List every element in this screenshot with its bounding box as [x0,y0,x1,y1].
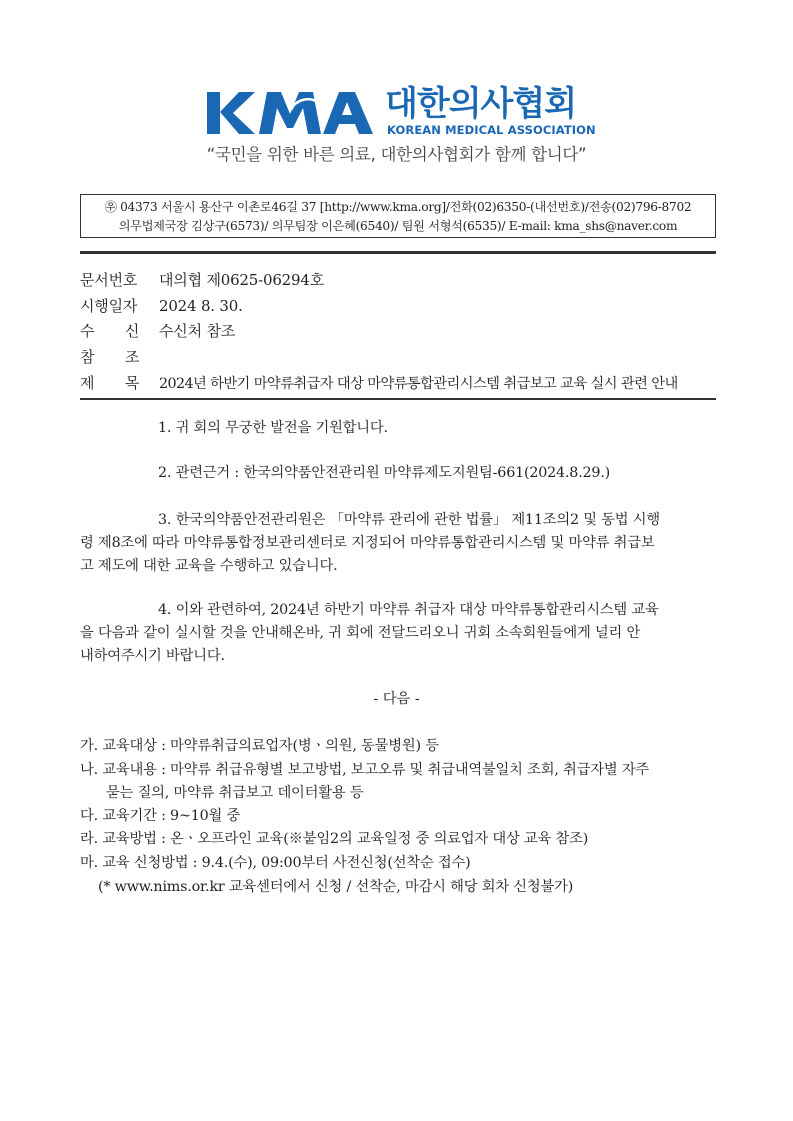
contact-line-2: 의무법제국장 김상구(6573)/ 의무팀장 이은혜(6540)/ 팀원 서형석(6535)/ E-mail: kma_shs@naver.com [118,219,678,233]
paragraph-3-line-2: 령 제8조에 따라 마약류통합정보관리센터로 지정되어 마약류통합관리시스템 및 마약류 취급보 [80,535,655,551]
item-e-note: (* www.nims.or.kr 교육센터에서 신청 / 선착순, 마감시 해당 회차 신청불가) [98,879,574,895]
subject-row [80,372,678,393]
paragraph-2: 2. 관련근거 : 한국의약품안전관리원 마약류제도지원팀-661(2024.8.29.) [158,465,611,481]
paragraph-3-line-3: 고 제도에 대한 교육을 수행하고 있습니다. [80,558,338,574]
paragraph-4-line-3: 내하여주시기 바랍니다. [80,648,225,664]
date-label: 시행일자 [80,297,138,315]
contact-line-1: ㉾ 04373 서울시 용산구 이촌로46길 37 [http://www.kma.org]/전화(02)6350-(내선번호)/전송(02)796-8702 [104,200,692,214]
kma-logo-mark [205,90,377,136]
doc-number-row [80,269,324,290]
date-row [80,295,243,316]
paragraph-4-line-1: 4. 이와 관련하여, 2024년 하반기 마약류 취급자 대상 마약류통합관리시스템 교육 [158,602,659,618]
item-a: 가. 교육대상 : 마약류취급의료업자(병ㆍ의원, 동물병원) 등 [80,738,439,754]
item-c: 다. 교육기간 : 9~10월 중 [80,808,241,824]
org-name-en: KOREAN MEDICAL ASSOCIATION [387,123,596,137]
paragraph-1: 1. 귀 회의 무궁한 발전을 기원합니다. [158,420,388,436]
paragraph-3-line-1: 3. 한국의약품안전관리원은 「마약류 관리에 관한 법률」 제11조의2 및 동법 시행 [158,512,660,528]
next-heading: - 다음 - [373,691,420,707]
doc-number-value: 대의협 제0625-06294호 [159,271,324,289]
kma-logo [205,84,595,142]
item-b-line-1: 나. 교육내용 : 마약류 취급유형별 보고방법, 보고오류 및 취급내역불일치 조회, 취급자별 자주 [80,762,650,778]
slogan: “국민을 위한 바른 의료, 대한의사협회가 함께 합니다” [206,145,587,164]
header-divider [80,251,716,254]
recipient-label: 수 신 [80,322,140,340]
reference-label: 참 조 [80,348,140,366]
subject-label: 제 목 [80,374,140,392]
subject-divider [80,398,716,400]
item-b-line-2: 묻는 질의, 마약류 취급보고 데이터활용 등 [106,785,364,801]
recipient-value: 수신처 참조 [159,322,236,340]
date-value: 2024 8. 30. [159,297,243,315]
recipient-row [80,320,235,341]
subject-value: 2024년 하반기 마약류취급자 대상 마약류통합관리시스템 취급보고 교육 실시 관련 안내 [159,376,678,392]
doc-number-label: 문서번호 [80,271,138,289]
contact-box [80,194,716,238]
org-name-ko: 대한의사협회 [385,84,577,124]
paragraph-4-line-2: 을 다음과 같이 실시할 것을 안내해온바, 귀 회에 전달드리오니 귀회 소속회원들에게 널리 안 [80,625,641,641]
item-e: 마. 교육 신청방법 : 9.4.(수), 09:00부터 사전신청(선착순 접수) [80,855,471,871]
item-d: 라. 교육방법 : 온ㆍ오프라인 교육(※붙임2의 교육일정 중 의료업자 대상 교육 참조) [80,831,589,847]
reference-row [80,346,159,367]
